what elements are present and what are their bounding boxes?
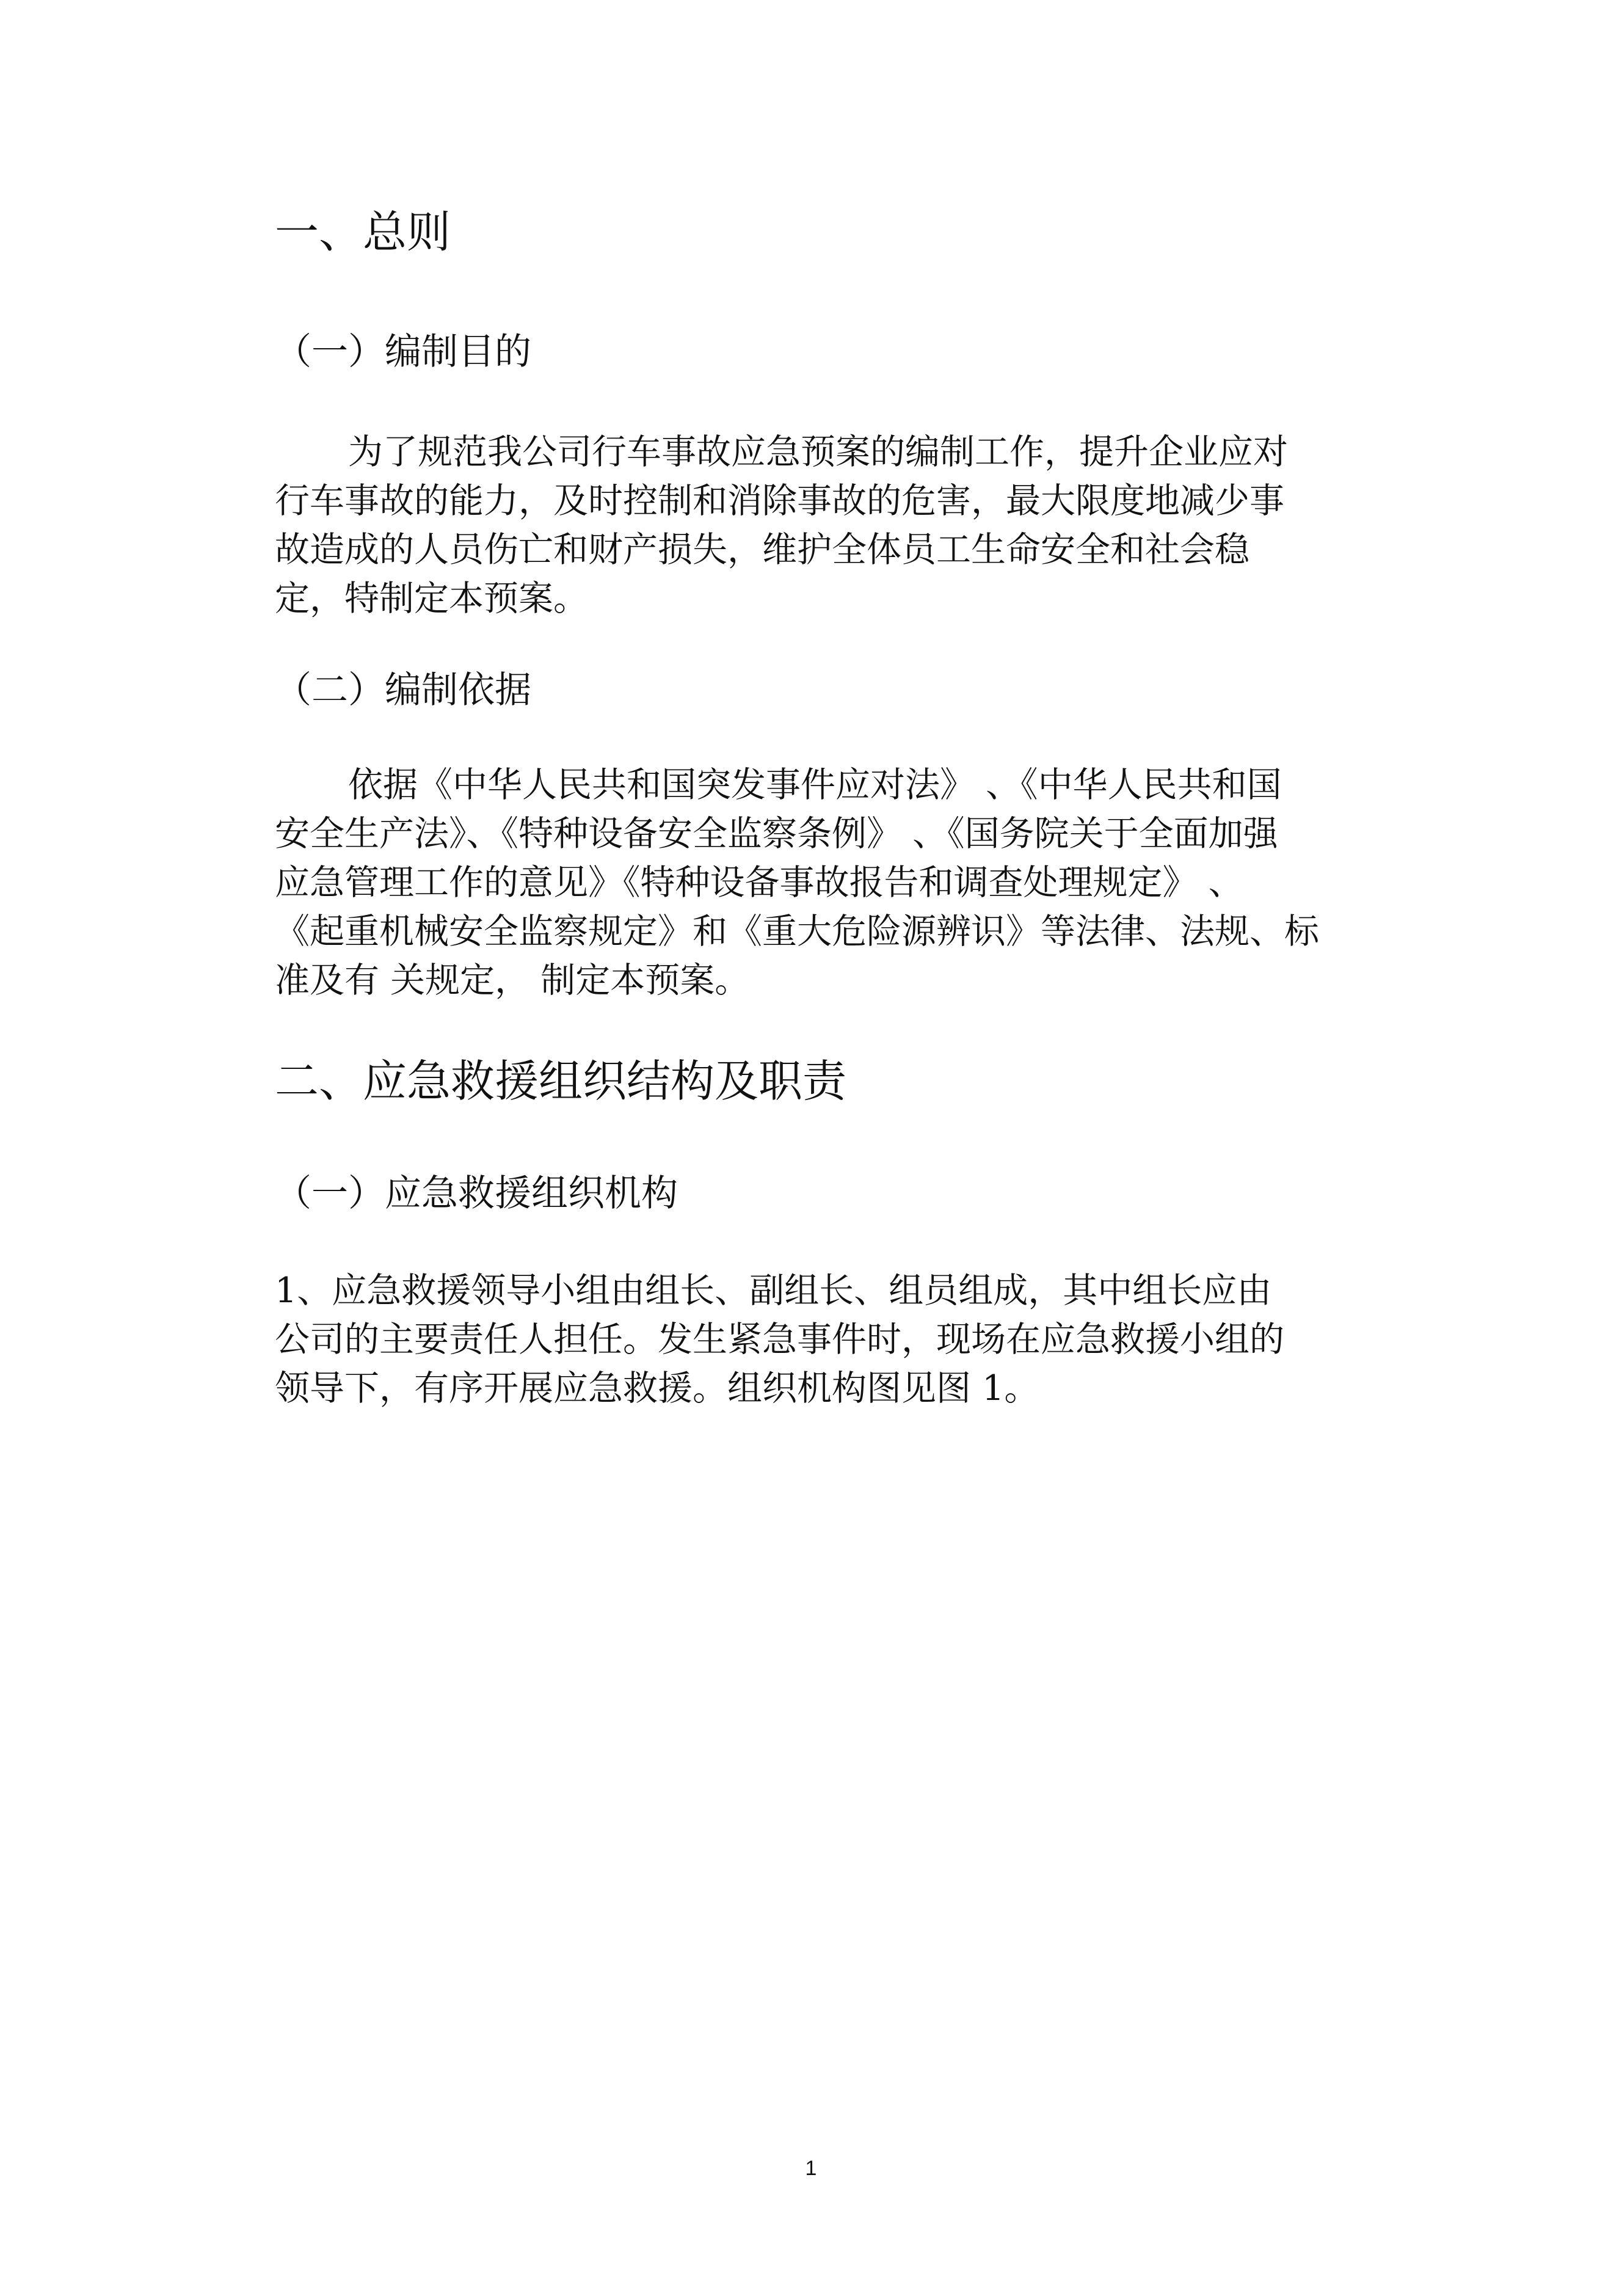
paragraph-basis bbox=[275, 760, 1374, 1005]
page-number: 1 bbox=[805, 2157, 817, 2180]
paragraph-line: 领导下，有序开展应急救援。组织机构图见图 1。 bbox=[275, 1368, 1039, 1409]
paragraph-structure bbox=[275, 1266, 1374, 1413]
subsection-title-structure: （一）应急救援组织机构 bbox=[275, 1172, 678, 1215]
paragraph-line: 应急管理工作的意见》《特种设备事故报告和调查处理规定》 、 bbox=[275, 862, 1243, 903]
paragraph-line: 《起重机械安全监察规定》和《重大危险源辨识》等法律、法规、标 bbox=[275, 911, 1319, 952]
subsection-title-basis: （二）编制依据 bbox=[275, 669, 531, 712]
subsection-title-purpose: （一）编制目的 bbox=[275, 330, 531, 373]
paragraph-line: 安全生产法》、《特种设备安全监察条例》 、《国务院关于全面加强 bbox=[275, 814, 1278, 854]
paragraph-purpose bbox=[275, 428, 1374, 623]
paragraph-line: 准及有 关规定， 制定本预案。 bbox=[275, 960, 750, 1000]
section-title-general: 一、总则 bbox=[275, 206, 451, 258]
paragraph-line: 1、应急救援领导小组由组长、副组长、组员组成，其中组长应由 bbox=[275, 1270, 1272, 1311]
section-title-organization: 二、应急救援组织结构及职责 bbox=[275, 1055, 847, 1107]
paragraph-line: 为了规范我公司行车事故应急预案的编制工作，提升企业应对 bbox=[348, 432, 1288, 472]
paragraph-line: 故造成的人员伤亡和财产损失，维护全体员工生命安全和社会稳 bbox=[275, 530, 1249, 570]
paragraph-line: 公司的主要责任人担任。发生紧急事件时，现场在应急救援小组的 bbox=[275, 1319, 1284, 1360]
paragraph-line: 依据《中华人民共和国突发事件应对法》 、《中华人民共和国 bbox=[348, 765, 1282, 805]
paragraph-line: 行车事故的能力，及时控制和消除事故的危害，最大限度地减少事 bbox=[275, 481, 1284, 521]
paragraph-line: 定，特制定本预案。 bbox=[275, 578, 588, 619]
